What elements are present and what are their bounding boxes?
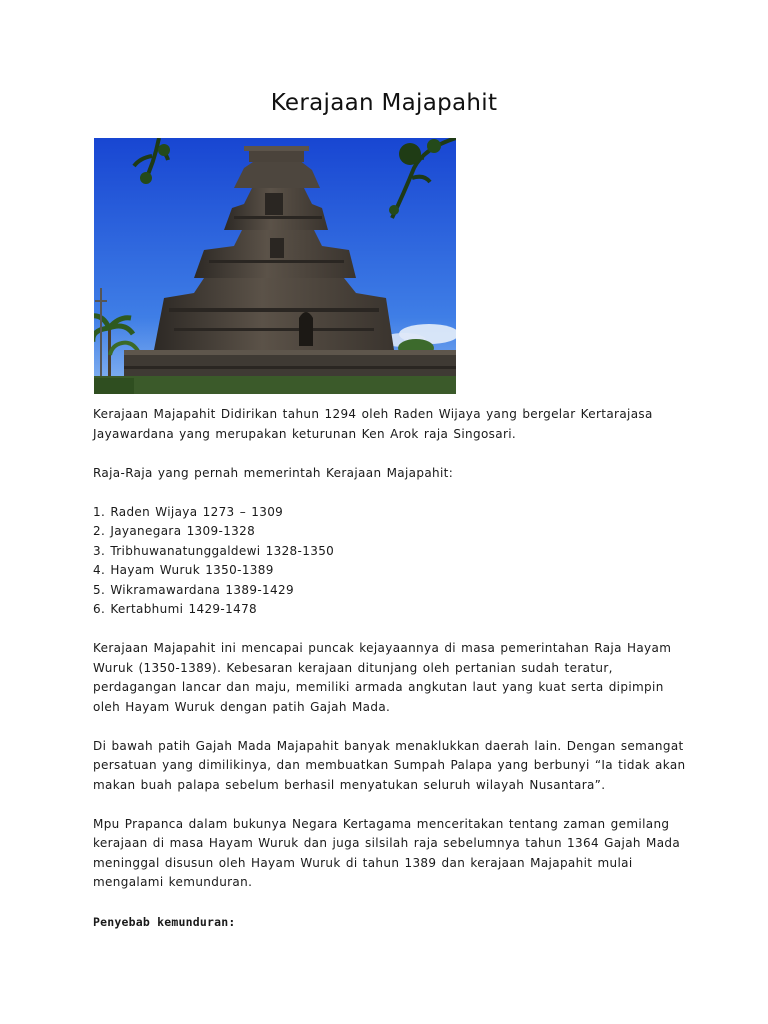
- document-title: Kerajaan Majapahit: [270, 90, 498, 116]
- gajah-mada-paragraph: Di bawah patih Gajah Mada Majapahit banyak menaklukkan daerah lain. Dengan semangat persatuan yang dimilikinya, dan membuatkan Sumpah Palapa yang berbunyi “Ia tidak akan makan buah palapa sebelum berhasil menyatukan seluruh wilayah Nusantara”.: [93, 738, 686, 792]
- decline-heading: Penyebab kemunduran:: [93, 915, 236, 929]
- intro-paragraph: Kerajaan Majapahit Didirikan tahun 1294 oleh Raden Wijaya yang bergelar Kertarajasa Jayawardana yang merupakan keturunan Ken Arok raja Singosari.: [93, 407, 653, 441]
- list-item: 2. Jayanegara 1309-1328: [93, 524, 256, 538]
- list-item: 4. Hayam Wuruk 1350-1389: [93, 563, 274, 577]
- rulers-list: [93, 503, 693, 620]
- list-item: 5. Wikramawardana 1389-1429: [93, 582, 294, 597]
- document-body: [93, 405, 693, 912]
- golden-age-paragraph: Kerajaan Majapahit ini mencapai puncak kejayaannya di masa pemerintahan Raja Hayam Wuruk (1350-1389). Kebesaran kerajaan ditunjang oleh pertanian sudah teratur, perdagangan lancar dan maju, memiliki armada angkutan laut yang kuat serta dipimpin oleh Hayam Wuruk dengan patih Gajah Mada.: [93, 641, 672, 714]
- rulers-heading: Raja-Raja yang pernah memerintah Kerajaan Majapahit:: [93, 465, 454, 480]
- temple-photo: [94, 138, 456, 394]
- list-item: 3. Tribhuwanatunggaldewi 1328-1350: [93, 543, 335, 558]
- prapanca-paragraph: Mpu Prapanca dalam bukunya Negara Kertagama menceritakan tentang zaman gemilang kerajaan di masa Hayam Wuruk dan juga silsilah raja sebelumnya tahun 1364 Gajah Mada meninggal disusun oleh Hayam Wuruk di tahun 1389 dan kerajaan Majapahit mulai mengalami kemunduran.: [93, 816, 681, 889]
- list-item: 6. Kertabhumi 1429-1478: [93, 602, 258, 616]
- list-item: 1. Raden Wijaya 1273 – 1309: [93, 504, 284, 519]
